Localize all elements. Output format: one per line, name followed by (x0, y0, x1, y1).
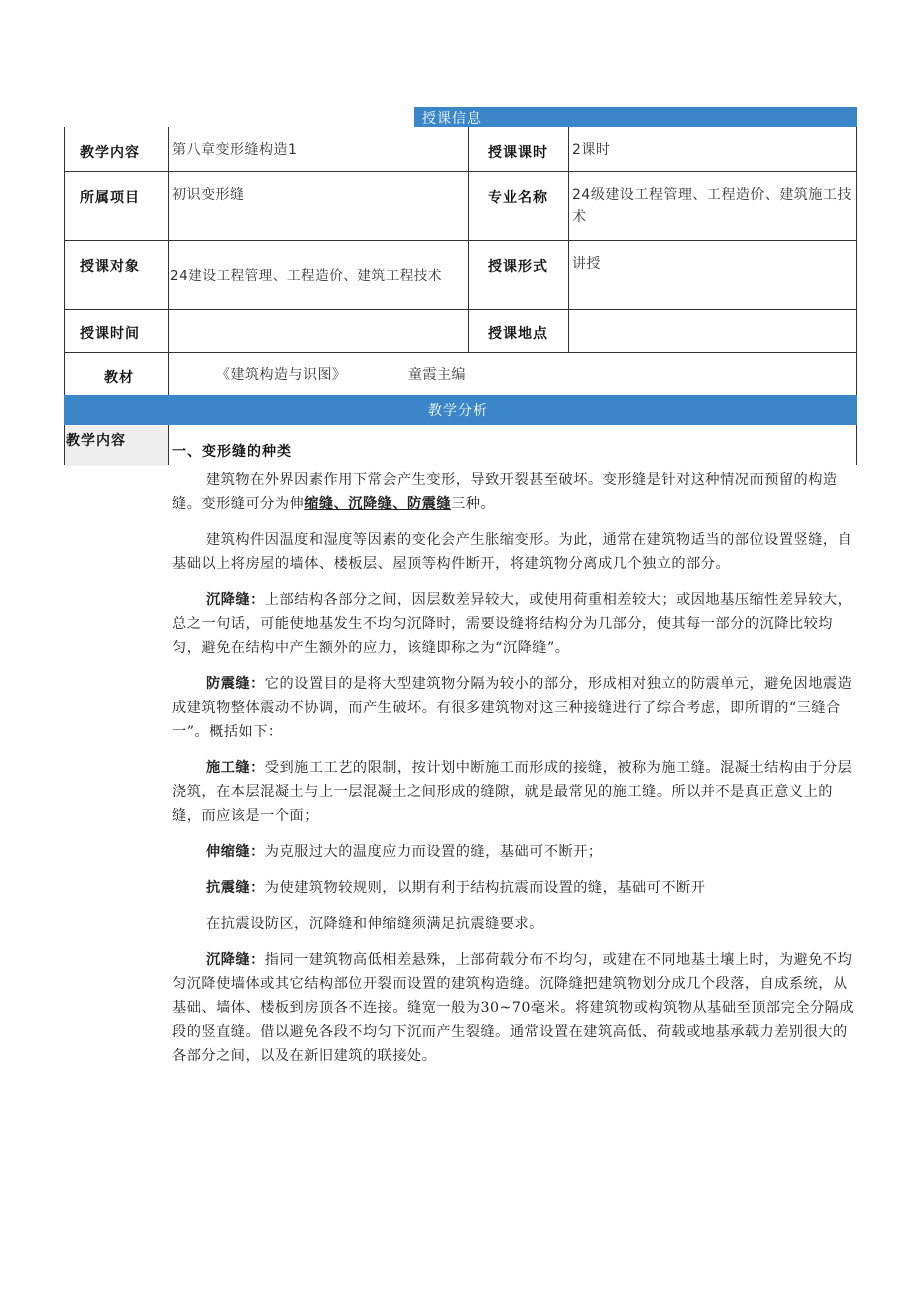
content-label: 教学内容 (80, 145, 140, 161)
textbook-label: 教材 (104, 370, 134, 386)
analysis-header-title: 教学分析 (428, 403, 488, 419)
editor-value: 童霞主编 (408, 367, 466, 383)
info-header-bar (414, 107, 857, 127)
place-label: 授课地点 (488, 326, 548, 342)
target-value: 24建设工程管理、工程造价、建筑工程技术 (170, 268, 442, 284)
major-value: 24级建设工程管理、工程造价、建筑施工技术 (572, 187, 852, 225)
analysis-body (172, 468, 856, 1080)
paragraph-9: 沉降缝：指同一建筑物高低相差悬殊，上部荷载分布不均匀，或建在不同地基土壤上时，为避免不均匀沉降使墙体或其它结构部位开裂而设置的建筑构造缝。沉降缝把建筑物划分成几个段落，自成系统，从基础、墙体、楼板到房顶各不连接。缝宽一般为30~70毫米。将建筑物或构筑物从基础至顶部完全分隔成段的竖直缝。借以避免各段不均匀下沉而产生裂缝。通常设置在建筑高低、荷载或地基承载力差别很大的各部分之间，以及在新旧建筑的联接处。 (172, 952, 855, 1064)
form-value: 讲授 (572, 256, 601, 272)
time-label: 授课时间 (80, 326, 140, 342)
section-title: 一、变形缝的种类 (172, 444, 292, 460)
analysis-header-bar (64, 395, 857, 425)
paragraph-6: 伸缩缝：为克服过大的温度应力而设置的缝，基础可不断开； (206, 844, 603, 860)
form-label: 授课形式 (488, 259, 548, 275)
paragraph-8: 在抗震设防区，沉降缝和伸缩缝须满足抗震缝要求。 (206, 916, 544, 932)
paragraph-3: 沉降缝：上部结构各部分之间，因层数差异较大，或使用荷重相差较大；或因地基压缩性差异较大，总之一句话，可能使地基发生不均匀沉降时，需要设缝将结构分为几部分，使其每一部分的沉降比较均匀，避免在结构中产生额外的应力，该缝即称之为“沉降缝”。 (172, 592, 853, 656)
paragraph-1: 建筑物在外界因素作用下常会产生变形，导致开裂甚至破坏。变形缝是针对这种情况而预留的构造缝。变形缝可分为伸缩缝、沉降缝、防震缝三种。 (172, 472, 838, 512)
target-label: 授课对象 (80, 259, 140, 275)
project-value: 初识变形缝 (172, 187, 245, 203)
major-label: 专业名称 (488, 190, 548, 206)
content-value: 第八章变形缝构造1 (172, 142, 298, 158)
paragraph-2: 建筑构件因温度和湿度等因素的变化会产生胀缩变形。为此，通常在建筑物适当的部位设置竖缝，自基础以上将房屋的墙体、楼板层、屋顶等构件断开，将建筑物分离成几个独立的部分。 (172, 532, 853, 572)
project-label: 所属项目 (80, 190, 140, 206)
paragraph-7: 抗震缝：为使建筑物较规则，以期有利于结构抗震而设置的缝，基础可不断开 (206, 880, 706, 896)
paragraph-4: 防震缝：它的设置目的是将大型建筑物分隔为较小的部分，形成相对独立的防震单元，避免因地震造成建筑物整体震动不协调，而产生破坏。有很多建筑物对这三种接缝进行了综合考虑，即所谓的“三缝合一”。概括如下： (172, 676, 853, 740)
hours-label: 授课课时 (488, 145, 548, 161)
textbook-value: 《建筑构造与识图》 (216, 367, 347, 383)
info-header-title: 授课信息 (422, 111, 482, 127)
hours-value: 2课时 (572, 142, 611, 158)
paragraph-5: 施工缝：受到施工工艺的限制，按计划中断施工而形成的接缝，被称为施工缝。混凝土结构由于分层浇筑，在本层混凝土与上一层混凝土之间形成的缝隙，就是最常见的施工缝。所以并不是真正意义上的缝，而应该是一个面； (172, 760, 853, 824)
analysis-content-label: 教学内容 (66, 433, 126, 449)
